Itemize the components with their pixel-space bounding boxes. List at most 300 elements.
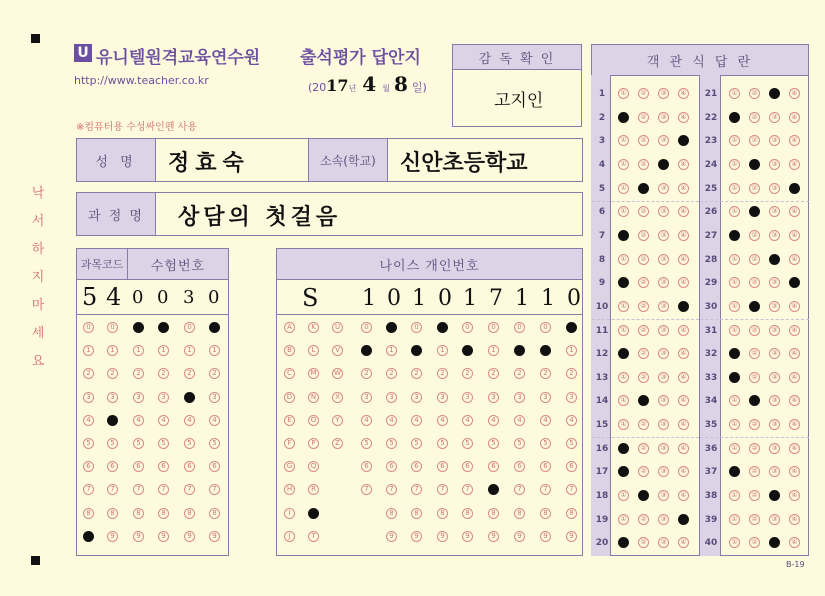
- digit-bubble: 6: [133, 461, 144, 472]
- choice-bubble: ①: [618, 419, 629, 430]
- choice-bubble: ③: [769, 254, 780, 265]
- digit-bubble: 0: [107, 322, 118, 333]
- choice-bubble: ③: [769, 183, 780, 194]
- choice-bubble: ④: [678, 490, 689, 501]
- digit-bubble: 7: [566, 484, 577, 495]
- choice-bubble: ①: [618, 277, 629, 288]
- digit-bubble: 6: [411, 461, 422, 472]
- digit-bubble: 5: [107, 438, 118, 449]
- digit-bubble: 1: [133, 345, 144, 356]
- handwritten-digit: 1: [541, 286, 555, 311]
- digit-bubble: 2: [361, 368, 372, 379]
- choice-bubble: ④: [678, 514, 689, 525]
- digit-bubble: 4: [488, 415, 499, 426]
- digit-bubble: 7: [83, 484, 94, 495]
- choice-bubble: ④: [678, 277, 689, 288]
- date-line: [308, 72, 427, 96]
- choice-bubble: ①: [618, 112, 629, 123]
- handwritten-digit: 0: [567, 286, 581, 311]
- question-number: 15: [595, 420, 609, 431]
- choice-bubble: ②: [749, 112, 760, 123]
- digit-bubble: 7: [386, 484, 397, 495]
- digit-bubble: 9: [462, 531, 473, 542]
- row-divider: [700, 319, 809, 320]
- digit-bubble: 7: [462, 484, 473, 495]
- digit-bubble: 2: [437, 368, 448, 379]
- choice-bubble: ②: [749, 254, 760, 265]
- choice-bubble: ②: [749, 206, 760, 217]
- choice-bubble: ④: [678, 419, 689, 430]
- choice-bubble: ④: [678, 372, 689, 383]
- choice-bubble: ①: [729, 135, 740, 146]
- choice-bubble: ①: [618, 348, 629, 359]
- choice-bubble: ②: [638, 466, 649, 477]
- digit-bubble: 8: [437, 508, 448, 519]
- choice-bubble: ②: [749, 301, 760, 312]
- choice-bubble: ③: [658, 514, 669, 525]
- digit-bubble: 6: [386, 461, 397, 472]
- choice-bubble: ③: [658, 301, 669, 312]
- choice-bubble: ②: [749, 537, 760, 548]
- side-warning-char: 하: [31, 242, 45, 257]
- choice-bubble: ②: [638, 514, 649, 525]
- choice-bubble: ④: [789, 277, 800, 288]
- letter-bubble: G: [284, 461, 295, 472]
- choice-bubble: ②: [638, 277, 649, 288]
- affiliation-value: 신안초등학교: [400, 150, 528, 176]
- choice-bubble: ④: [678, 301, 689, 312]
- digit-bubble: 7: [361, 484, 372, 495]
- choice-bubble: ④: [678, 443, 689, 454]
- digit-bubble: 0: [184, 322, 195, 333]
- letter-bubble: M: [308, 368, 319, 379]
- letter-bubble: C: [284, 368, 295, 379]
- handwritten-digit: 0: [157, 287, 169, 308]
- question-number: 37: [704, 467, 718, 478]
- digit-bubble: 0: [488, 322, 499, 333]
- digit-bubble: 6: [566, 461, 577, 472]
- choice-bubble: ③: [658, 537, 669, 548]
- choice-bubble: ①: [618, 443, 629, 454]
- choice-bubble: ②: [638, 135, 649, 146]
- digit-bubble: 7: [184, 484, 195, 495]
- subtitle: 출석평가 답안지: [300, 48, 421, 68]
- digit-bubble: 8: [386, 508, 397, 519]
- question-number: 27: [704, 230, 718, 241]
- url: http://www.teacher.co.kr: [74, 74, 209, 87]
- digit-bubble: 9: [566, 531, 577, 542]
- digit-bubble: 6: [83, 461, 94, 472]
- choice-bubble: ①: [618, 514, 629, 525]
- choice-bubble: ②: [638, 183, 649, 194]
- digit-bubble: 5: [361, 438, 372, 449]
- course-code-label: 과목코드: [76, 248, 128, 280]
- letter-bubble: J: [284, 531, 295, 542]
- neis-letter: S: [302, 284, 319, 312]
- question-number: 40: [704, 538, 718, 549]
- question-number: 22: [704, 112, 718, 123]
- digit-bubble: 3: [437, 392, 448, 403]
- letter-bubble: A: [284, 322, 295, 333]
- digit-bubble: 4: [209, 415, 220, 426]
- digit-bubble: 3: [83, 392, 94, 403]
- digit-bubble: 3: [107, 392, 118, 403]
- letter-bubble: X: [332, 392, 343, 403]
- code-digit-box: [76, 279, 229, 315]
- choice-bubble: ①: [729, 443, 740, 454]
- choice-bubble: ①: [729, 537, 740, 548]
- neis-label: 나이스 개인번호: [276, 248, 583, 280]
- digit-bubble: 3: [209, 392, 220, 403]
- choice-bubble: ①: [618, 230, 629, 241]
- digit-bubble: 7: [514, 484, 525, 495]
- digit-bubble: 4: [437, 415, 448, 426]
- question-number: 36: [704, 443, 718, 454]
- question-number: 11: [595, 325, 609, 336]
- question-number: 35: [704, 420, 718, 431]
- digit-bubble: 0: [540, 322, 551, 333]
- choice-bubble: ④: [678, 325, 689, 336]
- letter-bubble: F: [284, 438, 295, 449]
- handwritten-digit: 5: [82, 283, 98, 311]
- choice-bubble: ③: [658, 230, 669, 241]
- choice-bubble: ④: [789, 490, 800, 501]
- choice-bubble: ①: [729, 395, 740, 406]
- digit-bubble: 4: [83, 415, 94, 426]
- choice-bubble: ④: [789, 443, 800, 454]
- question-number: 33: [704, 372, 718, 383]
- choice-bubble: ②: [749, 183, 760, 194]
- letter-bubble: N: [308, 392, 319, 403]
- choice-bubble: ④: [678, 537, 689, 548]
- side-warning-char: 요: [31, 354, 45, 369]
- question-number: 3: [598, 136, 606, 147]
- supervisor-signature: 고지인: [494, 91, 544, 111]
- question-number: 12: [595, 349, 609, 360]
- digit-bubble: 6: [184, 461, 195, 472]
- choice-bubble: ④: [789, 159, 800, 170]
- digit-bubble: 5: [386, 438, 397, 449]
- choice-bubble: ④: [678, 348, 689, 359]
- choice-bubble: ③: [769, 490, 780, 501]
- choice-bubble: ②: [749, 514, 760, 525]
- choice-bubble: ③: [658, 490, 669, 501]
- date-day: 8: [393, 72, 408, 96]
- choice-bubble: ④: [789, 372, 800, 383]
- question-number: 10: [595, 301, 609, 312]
- digit-bubble: 9: [184, 531, 195, 542]
- digit-bubble: 0: [437, 322, 448, 333]
- digit-bubble: 3: [184, 392, 195, 403]
- question-number: 31: [704, 325, 718, 336]
- digit-bubble: 0: [566, 322, 577, 333]
- choice-bubble: ②: [638, 230, 649, 241]
- digit-bubble: 2: [184, 368, 195, 379]
- digit-bubble: 0: [83, 322, 94, 333]
- digit-bubble: 6: [514, 461, 525, 472]
- digit-bubble: 3: [361, 392, 372, 403]
- letter-bubble: Z: [332, 438, 343, 449]
- choice-bubble: ③: [658, 159, 669, 170]
- choice-bubble: ③: [658, 443, 669, 454]
- question-number: 16: [595, 443, 609, 454]
- question-number: 1: [598, 89, 606, 99]
- choice-bubble: ②: [638, 537, 649, 548]
- choice-bubble: ①: [618, 537, 629, 548]
- choice-bubble: ①: [618, 490, 629, 501]
- choice-bubble: ②: [638, 159, 649, 170]
- letter-bubble: B: [284, 345, 295, 356]
- choice-bubble: ③: [658, 325, 669, 336]
- question-number: 20: [595, 538, 609, 549]
- digit-bubble: 1: [209, 345, 220, 356]
- digit-bubble: 7: [209, 484, 220, 495]
- question-number: 21: [704, 89, 718, 99]
- digit-bubble: 7: [540, 484, 551, 495]
- digit-bubble: 0: [361, 322, 372, 333]
- choice-bubble: ③: [769, 88, 780, 99]
- letter-bubble: Q: [308, 461, 319, 472]
- choice-bubble: ③: [658, 135, 669, 146]
- choice-bubble: ①: [729, 301, 740, 312]
- digit-bubble: 2: [83, 368, 94, 379]
- question-number: 4: [598, 159, 606, 170]
- choice-bubble: ①: [729, 514, 740, 525]
- code-bubble-box: [76, 314, 229, 556]
- choice-bubble: ③: [769, 325, 780, 336]
- digit-bubble: 8: [566, 508, 577, 519]
- digit-bubble: 2: [133, 368, 144, 379]
- digit-bubble: 9: [107, 531, 118, 542]
- choice-bubble: ③: [769, 372, 780, 383]
- digit-bubble: 5: [514, 438, 525, 449]
- handwritten-digit: 1: [362, 286, 376, 311]
- digit-bubble: 4: [361, 415, 372, 426]
- choice-bubble: ②: [638, 325, 649, 336]
- pen-note: ※컴퓨터용 수성싸인펜 사용: [76, 122, 197, 133]
- digit-bubble: 1: [514, 345, 525, 356]
- choice-bubble: ①: [729, 466, 740, 477]
- question-number: 14: [595, 396, 609, 407]
- digit-bubble: 7: [437, 484, 448, 495]
- choice-bubble: ③: [769, 419, 780, 430]
- digit-bubble: 1: [361, 345, 372, 356]
- handwritten-digit: 0: [438, 286, 452, 311]
- question-number: 25: [704, 183, 718, 194]
- digit-bubble: 2: [158, 368, 169, 379]
- choice-bubble: ③: [769, 159, 780, 170]
- choice-bubble: ①: [729, 419, 740, 430]
- digit-bubble: 3: [158, 392, 169, 403]
- supervisor-label: 감 독 확 인: [452, 44, 582, 70]
- digit-bubble: 0: [209, 322, 220, 333]
- letter-bubble: H: [284, 484, 295, 495]
- choice-bubble: ②: [638, 372, 649, 383]
- digit-bubble: 8: [411, 508, 422, 519]
- choice-bubble: ②: [749, 159, 760, 170]
- digit-bubble: 1: [83, 345, 94, 356]
- choice-bubble: ①: [618, 206, 629, 217]
- digit-bubble: 9: [133, 531, 144, 542]
- exam-number-label: 수험번호: [127, 248, 229, 280]
- choice-bubble: ③: [658, 88, 669, 99]
- letter-bubble: K: [308, 322, 319, 333]
- name-value: 정효숙: [168, 150, 250, 176]
- choice-bubble: ④: [789, 466, 800, 477]
- letter-bubble: L: [308, 345, 319, 356]
- digit-bubble: 2: [411, 368, 422, 379]
- choice-bubble: ④: [789, 537, 800, 548]
- choice-bubble: ②: [749, 490, 760, 501]
- choice-bubble: ④: [789, 112, 800, 123]
- choice-bubble: ④: [678, 183, 689, 194]
- choice-bubble: ①: [729, 254, 740, 265]
- digit-bubble: 4: [462, 415, 473, 426]
- question-number: 6: [598, 207, 606, 218]
- digit-bubble: 8: [83, 508, 94, 519]
- digit-bubble: 0: [386, 322, 397, 333]
- choice-bubble: ①: [729, 490, 740, 501]
- digit-bubble: 9: [83, 531, 94, 542]
- digit-bubble: 3: [133, 392, 144, 403]
- choice-bubble: ④: [789, 254, 800, 265]
- choice-bubble: ②: [638, 490, 649, 501]
- digit-bubble: 5: [462, 438, 473, 449]
- choice-bubble: ①: [729, 112, 740, 123]
- choice-bubble: ③: [769, 206, 780, 217]
- choice-bubble: ④: [678, 135, 689, 146]
- digit-bubble: 7: [488, 484, 499, 495]
- course-label: 과 정 명: [76, 192, 156, 236]
- row-divider: [592, 319, 699, 320]
- choice-bubble: ②: [749, 348, 760, 359]
- question-number: 29: [704, 278, 718, 289]
- digit-bubble: 1: [386, 345, 397, 356]
- handwritten-digit: 4: [106, 283, 122, 311]
- digit-bubble: 4: [158, 415, 169, 426]
- choice-bubble: ③: [769, 443, 780, 454]
- date-mid: 년: [348, 84, 357, 93]
- digit-bubble: 6: [462, 461, 473, 472]
- choice-bubble: ③: [658, 112, 669, 123]
- side-warning-char: 낙: [31, 186, 45, 201]
- side-warning-char: 서: [31, 214, 45, 229]
- digit-bubble: 9: [488, 531, 499, 542]
- question-number: 23: [704, 136, 718, 147]
- digit-bubble: 0: [411, 322, 422, 333]
- choice-bubble: ④: [789, 230, 800, 241]
- choice-bubble: ④: [678, 230, 689, 241]
- choice-bubble: ①: [618, 88, 629, 99]
- digit-bubble: 4: [566, 415, 577, 426]
- choice-bubble: ①: [729, 206, 740, 217]
- digit-bubble: 1: [411, 345, 422, 356]
- choice-bubble: ③: [658, 372, 669, 383]
- digit-bubble: 0: [514, 322, 525, 333]
- digit-bubble: 3: [386, 392, 397, 403]
- digit-bubble: 5: [133, 438, 144, 449]
- digit-bubble: 8: [158, 508, 169, 519]
- choice-bubble: ④: [789, 206, 800, 217]
- digit-bubble: 9: [437, 531, 448, 542]
- digit-bubble: 4: [184, 415, 195, 426]
- digit-bubble: 8: [133, 508, 144, 519]
- choice-bubble: ④: [678, 206, 689, 217]
- side-warning-char: 세: [31, 326, 45, 341]
- choice-bubble: ④: [789, 183, 800, 194]
- letter-bubble: Y: [332, 415, 343, 426]
- digit-bubble: 5: [83, 438, 94, 449]
- digit-bubble: 7: [158, 484, 169, 495]
- digit-bubble: 6: [488, 461, 499, 472]
- row-divider: [700, 437, 809, 438]
- choice-bubble: ④: [789, 348, 800, 359]
- digit-bubble: 4: [514, 415, 525, 426]
- choice-bubble: ③: [658, 395, 669, 406]
- digit-bubble: 2: [540, 368, 551, 379]
- digit-bubble: 6: [437, 461, 448, 472]
- choice-bubble: ①: [618, 466, 629, 477]
- question-number: 5: [598, 183, 606, 194]
- date-prefix: (20: [308, 81, 327, 94]
- handwritten-digit: 3: [183, 287, 195, 308]
- digit-bubble: 1: [184, 345, 195, 356]
- choice-bubble: ③: [658, 419, 669, 430]
- choice-bubble: ④: [789, 395, 800, 406]
- digit-bubble: 0: [133, 322, 144, 333]
- digit-bubble: 8: [209, 508, 220, 519]
- letter-bubble: I: [284, 508, 295, 519]
- digit-bubble: 3: [488, 392, 499, 403]
- question-number: 24: [704, 159, 718, 170]
- choice-bubble: ④: [678, 395, 689, 406]
- choice-bubble: ②: [749, 277, 760, 288]
- digit-bubble: 8: [514, 508, 525, 519]
- choice-bubble: ②: [638, 443, 649, 454]
- digit-bubble: 5: [488, 438, 499, 449]
- choice-bubble: ④: [789, 514, 800, 525]
- choice-bubble: ①: [729, 277, 740, 288]
- handwritten-digit: 1: [515, 286, 529, 311]
- choice-bubble: ②: [749, 325, 760, 336]
- choice-bubble: ④: [678, 112, 689, 123]
- row-divider: [592, 437, 699, 438]
- choice-bubble: ②: [638, 348, 649, 359]
- date-mid: 월: [382, 84, 390, 93]
- digit-bubble: 9: [386, 531, 397, 542]
- handwritten-digit: 0: [132, 287, 144, 308]
- digit-bubble: 8: [184, 508, 195, 519]
- choice-bubble: ③: [769, 135, 780, 146]
- choice-bubble: ③: [658, 183, 669, 194]
- choice-bubble: ①: [729, 348, 740, 359]
- digit-bubble: 8: [462, 508, 473, 519]
- digit-bubble: 4: [540, 415, 551, 426]
- question-number: 18: [595, 491, 609, 502]
- letter-bubble: O: [308, 415, 319, 426]
- choice-bubble: ③: [769, 277, 780, 288]
- digit-bubble: 9: [411, 531, 422, 542]
- choice-bubble: ①: [729, 230, 740, 241]
- letter-bubble: V: [332, 345, 343, 356]
- question-number: 30: [704, 301, 718, 312]
- choice-bubble: ②: [749, 230, 760, 241]
- letter-bubble: T: [308, 531, 319, 542]
- choice-bubble: ③: [658, 277, 669, 288]
- row-divider: [700, 201, 809, 202]
- digit-bubble: 6: [209, 461, 220, 472]
- choice-bubble: ②: [749, 135, 760, 146]
